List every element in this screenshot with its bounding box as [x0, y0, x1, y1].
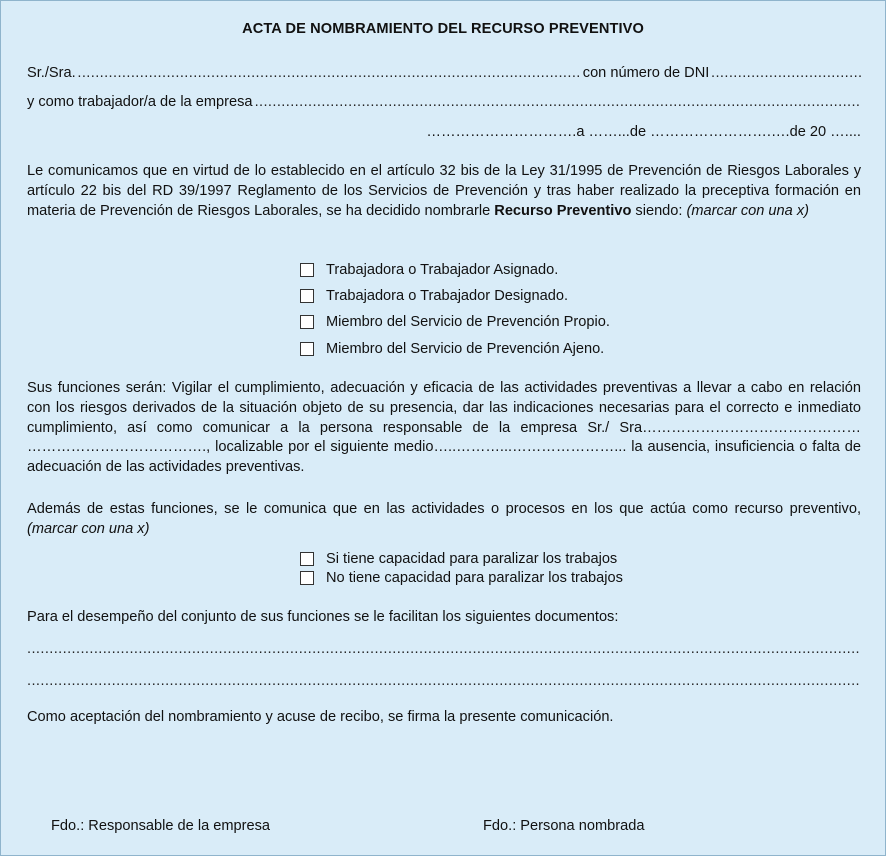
date-line[interactable]: ………………………….a ……...de …………………….….de 20 …....	[426, 124, 861, 140]
company-field[interactable]	[255, 92, 861, 112]
intro-text: Le comunicamos que en virtud de lo establecido en el artículo 32 bis de la Ley 31/1995 de Prevención de Riesgos Laborales y artículo 22 bis del RD 39/1997 Reglamento de los Servicios de Prevención y tras haber realizado la preceptiva formación en materia de Prevención de Riesgos Laborales, se ha decidido nombrarle	[27, 163, 861, 219]
document-title: ACTA DE NOMBRAMIENTO DEL RECURSO PREVENTIVO	[242, 21, 644, 37]
additional-text: Además de estas funciones, se le comunica que en las actividades o procesos en los que actúa como recurso preventivo,	[27, 501, 861, 517]
dni-label: con número de DNI	[582, 65, 710, 81]
capacity-option[interactable]	[300, 568, 623, 588]
acceptance-text: Como aceptación del nombramiento y acuse de recibo, se firma la presente comunicación.	[27, 709, 614, 725]
intro-text-2: siendo:	[631, 202, 687, 219]
intro-italic: (marcar con una x)	[686, 202, 809, 219]
name-line	[27, 63, 861, 83]
name-field[interactable]	[77, 63, 581, 83]
checkbox[interactable]	[300, 552, 314, 566]
role-option-label: Trabajadora o Trabajador Designado.	[326, 288, 569, 304]
capacity-option-label: Si tiene capacidad para paralizar los trabajos	[326, 551, 618, 567]
documents-field-2[interactable]	[27, 671, 861, 691]
checkbox[interactable]	[300, 263, 314, 277]
dni-field[interactable]	[711, 63, 861, 83]
role-option-label: Miembro del Servicio de Prevención Propio.	[326, 314, 610, 330]
intro-paragraph	[27, 162, 861, 221]
capacity-option-label: No tiene capacidad para paralizar los trabajos	[326, 570, 623, 586]
company-line	[27, 92, 861, 112]
role-option[interactable]	[300, 312, 610, 332]
additional-italic: (marcar con una x)	[27, 520, 150, 537]
signature-person: Fdo.: Persona nombrada	[483, 818, 645, 834]
checkbox[interactable]	[300, 289, 314, 303]
checkbox[interactable]	[300, 342, 314, 356]
documents-intro: Para el desempeño del conjunto de sus funciones se le facilitan los siguientes documentos:	[27, 609, 619, 625]
documents-line-2[interactable]	[27, 671, 861, 691]
role-option[interactable]	[300, 339, 604, 359]
intro-bold: Recurso Preventivo	[494, 202, 632, 219]
documents-line-1[interactable]	[27, 639, 861, 659]
documents-field-1[interactable]	[27, 639, 861, 659]
company-label: y como trabajador/a de la empresa	[27, 94, 253, 110]
checkbox[interactable]	[300, 315, 314, 329]
role-option[interactable]	[300, 286, 568, 306]
checkbox[interactable]	[300, 571, 314, 585]
functions-paragraph: Sus funciones serán: Vigilar el cumplimiento, adecuación y eficacia de las actividades preventivas a llevar a cabo en relación con los riesgos derivados de la situación objeto de su presencia, dar las indicaciones necesarias para el correcto e inmediato cumplimiento, así como comunicar a la persona responsable de la empresa Sr./ Sra……………………………………… ………………………………., localizable por el siguiente medio…..………...…………………... la ausencia, insuficiencia o falta de adecuación de las actividades preventivas.	[27, 380, 861, 476]
additional-paragraph	[27, 500, 861, 540]
role-option-label: Miembro del Servicio de Prevención Ajeno.	[326, 341, 605, 357]
role-option-label: Trabajadora o Trabajador Asignado.	[326, 262, 559, 278]
capacity-option[interactable]	[300, 549, 617, 569]
name-label: Sr./Sra.	[27, 65, 76, 81]
signature-company: Fdo.: Responsable de la empresa	[51, 818, 271, 834]
role-option[interactable]	[300, 260, 558, 280]
